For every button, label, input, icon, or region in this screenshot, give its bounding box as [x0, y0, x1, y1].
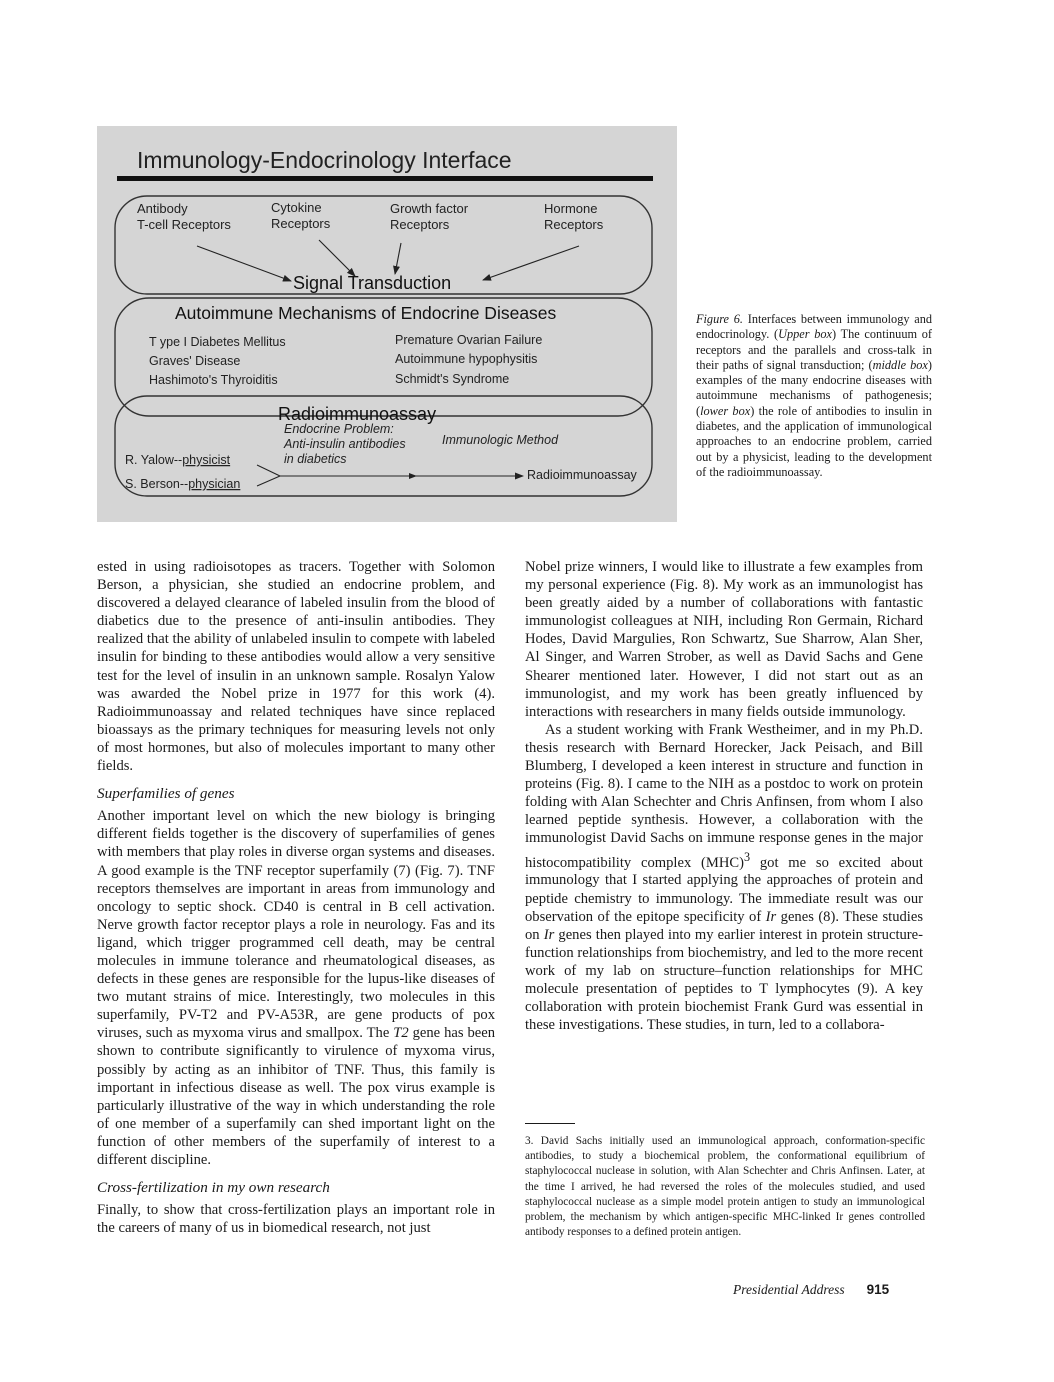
berson-name: S. Berson--	[125, 477, 189, 491]
right-paragraph-2-text-b: got me so excited about immunology that I started applying the approaches of protein and peptide chemistry to immunology. The immediate result was our observation of the epitope specificity of	[525, 854, 923, 925]
arrow-receptors-to-signal-3	[395, 243, 401, 274]
arrow-midpoint-mark	[409, 473, 417, 479]
caption-text-4: ) the role of antibodies to insulin in diabetes, and the application of immunological approaches to an endocrine problem, carried out by a physicist, leading to the development of the radioimmunoassay.	[696, 403, 932, 479]
ir-gene-italic-2: Ir	[543, 926, 555, 943]
footnote-divider	[525, 1123, 575, 1124]
berson-role: physician	[188, 477, 241, 491]
right-paragraph-2	[525, 721, 923, 1034]
caption-text-2: ) The continuum of receptors and the parallels and cross-talk in their paths of signal transduction; (	[696, 327, 932, 372]
growth-factor-label: Growth factor	[390, 201, 469, 216]
yalow-role: physicist	[182, 453, 231, 467]
section-heading-superfamilies: Superfamilies of genes	[97, 785, 235, 803]
endocrine-problem-line-3: in diabetics	[284, 452, 347, 466]
radioimmunoassay-result-label: Radioimmunoassay	[527, 468, 637, 482]
caption-text-3: ) examples of the many endocrine diseases with autoimmune mechanisms of pathogenesis; (	[696, 357, 932, 418]
arrow-receptors-to-signal-1	[197, 246, 291, 281]
growth-factor-receptors-label: Receptors	[390, 217, 450, 232]
hormone-label: Hormone	[544, 201, 598, 216]
footnote-3: 3. David Sachs initially used an immunological approach, conformation-specific antibodies, to study a biochemical problem, the conformational equilibrium of staphylococcal nuclease in solution, with Alan Schechter and Chris Anfinsen. Later, at the time I arrived, he had reversed the roles of the molecules studied, and used staphylococcal nuclease as a simple model protein antigen to study an immunological problem, the mechanism by which antigen-specific MHC-linked Ir genes controlled antibody responses to a defined protein antigen.	[525, 1135, 925, 1239]
right-paragraph-2-text-d: genes then played into my earlier interest in protein structure-function relationships from biochemistry, and led to the more recent work of my lab on structure–function relationships for MHC molecule presentation of peptides to T lymphocytes (9). A key collaboration with protein biochemist Frank Gurd was essential in these investigations. These studies, in turn, led to a collabora-	[525, 926, 923, 1034]
right-column	[525, 558, 923, 1034]
berson-label	[125, 477, 240, 491]
arrow-receptors-to-signal-4	[483, 246, 579, 280]
right-paragraph-2-text-a: As a student working with Frank Westheimer, and in my Ph.D. thesis research with Bernard Horecker, Jack Peisach, and Bill Blumberg, I developed a keen interest in structure and function in proteins (Fig. 8). I came to the NIH as a postdoc to work on protein folding with Alan Schechter and Chris Anfinsen, from whom I also learned peptide synthesis. However, a collaboration with the immunologist David Sachs on immune response genes in the major histocompatibility complex (MHC)	[525, 721, 923, 871]
right-paragraph-2-text-c: genes (8). These studies on	[525, 908, 924, 943]
caption-upper-box: Upper box	[778, 327, 833, 342]
cytokine-receptors-label: Receptors	[271, 216, 331, 231]
footer-title: Presidential Address	[733, 1282, 845, 1297]
left-paragraph-2	[97, 807, 495, 1169]
page-number: 915	[866, 1282, 890, 1297]
antibody-label: Antibody	[137, 201, 188, 216]
caption-lower-box: lower box	[700, 403, 751, 418]
left-paragraph-1: ested in using radioisotopes as tracers. Together with Solomon Berson, a physician, she studied an endocrine problem, and discovered a delayed clearance of labeled insulin from the blood of diabetics due to the presence of anti-insulin antibodies. They realized that the ability of unlabeled insulin to compete with labeled insulin for binding to these antibodies would allow a very sensitive test for the level of insulin in an unknown sample. Rosalyn Yalow was awarded the Nobel prize in 1977 for this work (4). Radioimmunoassay and related techniques have since replaced bioassays as the primary techniques for measuring levels not only of most hormones, but also of molecules important to many other fields.	[97, 559, 495, 775]
figure-6-diagram	[97, 126, 677, 522]
bracket-upper	[257, 465, 280, 476]
section-heading-cross-fertilization: Cross-fertilization in my own research	[97, 1179, 330, 1197]
yalow-label	[125, 453, 231, 467]
yalow-name: R. Yalow--	[125, 453, 183, 467]
right-paragraph-1: Nobel prize winners, I would like to illustrate a few examples from my personal experience (Fig. 8). My work as an immunologist has been greatly aided by a number of collaborations with fantastic immunologist colleagues at NIH, including Ron Germain, Richard Hodes, David Margulies, Ron Schwartz, Sue Sharrow, Alan Sher, Al Singer, and Warren Strober, as well as David Sachs and Gene Shearer mentioned later. However, I did not start out as an immunologist, and my work has been greatly influenced by interactions with researchers in many fields outside immunology.	[525, 559, 923, 720]
disease-right-1: Premature Ovarian Failure	[395, 333, 543, 347]
left-paragraph-3: Finally, to show that cross-fertilization plays an important role in the careers of many of us in biomedical research, not just	[97, 1202, 495, 1237]
caption-text-1: Interfaces between immunology and endocrinology. (	[696, 312, 932, 342]
cytokine-label: Cytokine	[271, 200, 322, 215]
figure-title: Immunology-Endocrinology Interface	[137, 147, 512, 173]
figure-title-rule	[117, 176, 653, 181]
figure-6-caption	[696, 312, 932, 480]
disease-right-3: Schmidt's Syndrome	[395, 372, 510, 386]
autoimmune-title: Autoimmune Mechanisms of Endocrine Diseases	[175, 303, 557, 323]
endocrine-problem-line-1: Endocrine Problem:	[284, 422, 394, 436]
left-paragraph-2-text-b: gene has been shown to contribute significantly to virulence of myxoma virus, possibly by acting as an inhibitor of TNF. Thus, this family is important in infectious disease as well. The pox virus example is particularly illustrative of the way in which understanding the role of one member of a superfamily can shed important light on the function of other members of the superfamily of interest to a different discipline.	[97, 1025, 496, 1168]
signal-transduction-label: Signal Transduction	[293, 273, 452, 293]
tcell-label: T-cell Receptors	[137, 217, 231, 232]
t2-gene-italic: T2	[393, 1025, 409, 1042]
radioimmunoassay-title: Radioimmunoassay	[278, 404, 437, 424]
ir-gene-italic-1: Ir	[765, 908, 777, 925]
disease-right-2: Autoimmune hypophysitis	[395, 352, 538, 366]
arrow-receptors-to-signal-2	[319, 240, 355, 276]
running-footer	[733, 1282, 889, 1298]
bracket-lower	[257, 476, 280, 486]
caption-label: Figure 6.	[696, 312, 743, 326]
footnote-ref-3: 3	[744, 849, 751, 864]
left-paragraph-2-text-a: Another important level on which the new biology is bringing different fields together is the discovery of superfamilies of genes with members that play roles in diverse organ systems and diseases. A good example is the TNF receptor superfamily (7) (Fig. 7). TNF receptors themselves are important in areas from immunology and oncology to septic shock. CD40 is central in B cell activation. Nerve growth factor receptor plays a role in neurology. Fas and its ligand, which trigger programmed cell death, may be central molecules in immune tolerance and rheumatological diseases, as defects in these genes are responsible for the lupus-like diseases of two mutant strains of mice. Interestingly, two molecules in this superfamily, PV-T2 and PV-A53R, are gene products of pox viruses, such as myxoma virus and smallpox. The	[97, 808, 495, 1042]
disease-left-3: Hashimoto's Thyroiditis	[149, 373, 278, 387]
caption-middle-box: middle box	[872, 357, 928, 372]
figure-6-panel	[97, 126, 677, 522]
endocrine-problem-line-2: Anti-insulin antibodies	[284, 437, 406, 451]
disease-left-2: Graves' Disease	[149, 354, 241, 368]
disease-left-1: T ype I Diabetes Mellitus	[149, 335, 286, 349]
hormone-receptors-label: Receptors	[544, 217, 604, 232]
left-column	[97, 558, 495, 1237]
immunologic-method-label: Immunologic Method	[442, 433, 559, 447]
